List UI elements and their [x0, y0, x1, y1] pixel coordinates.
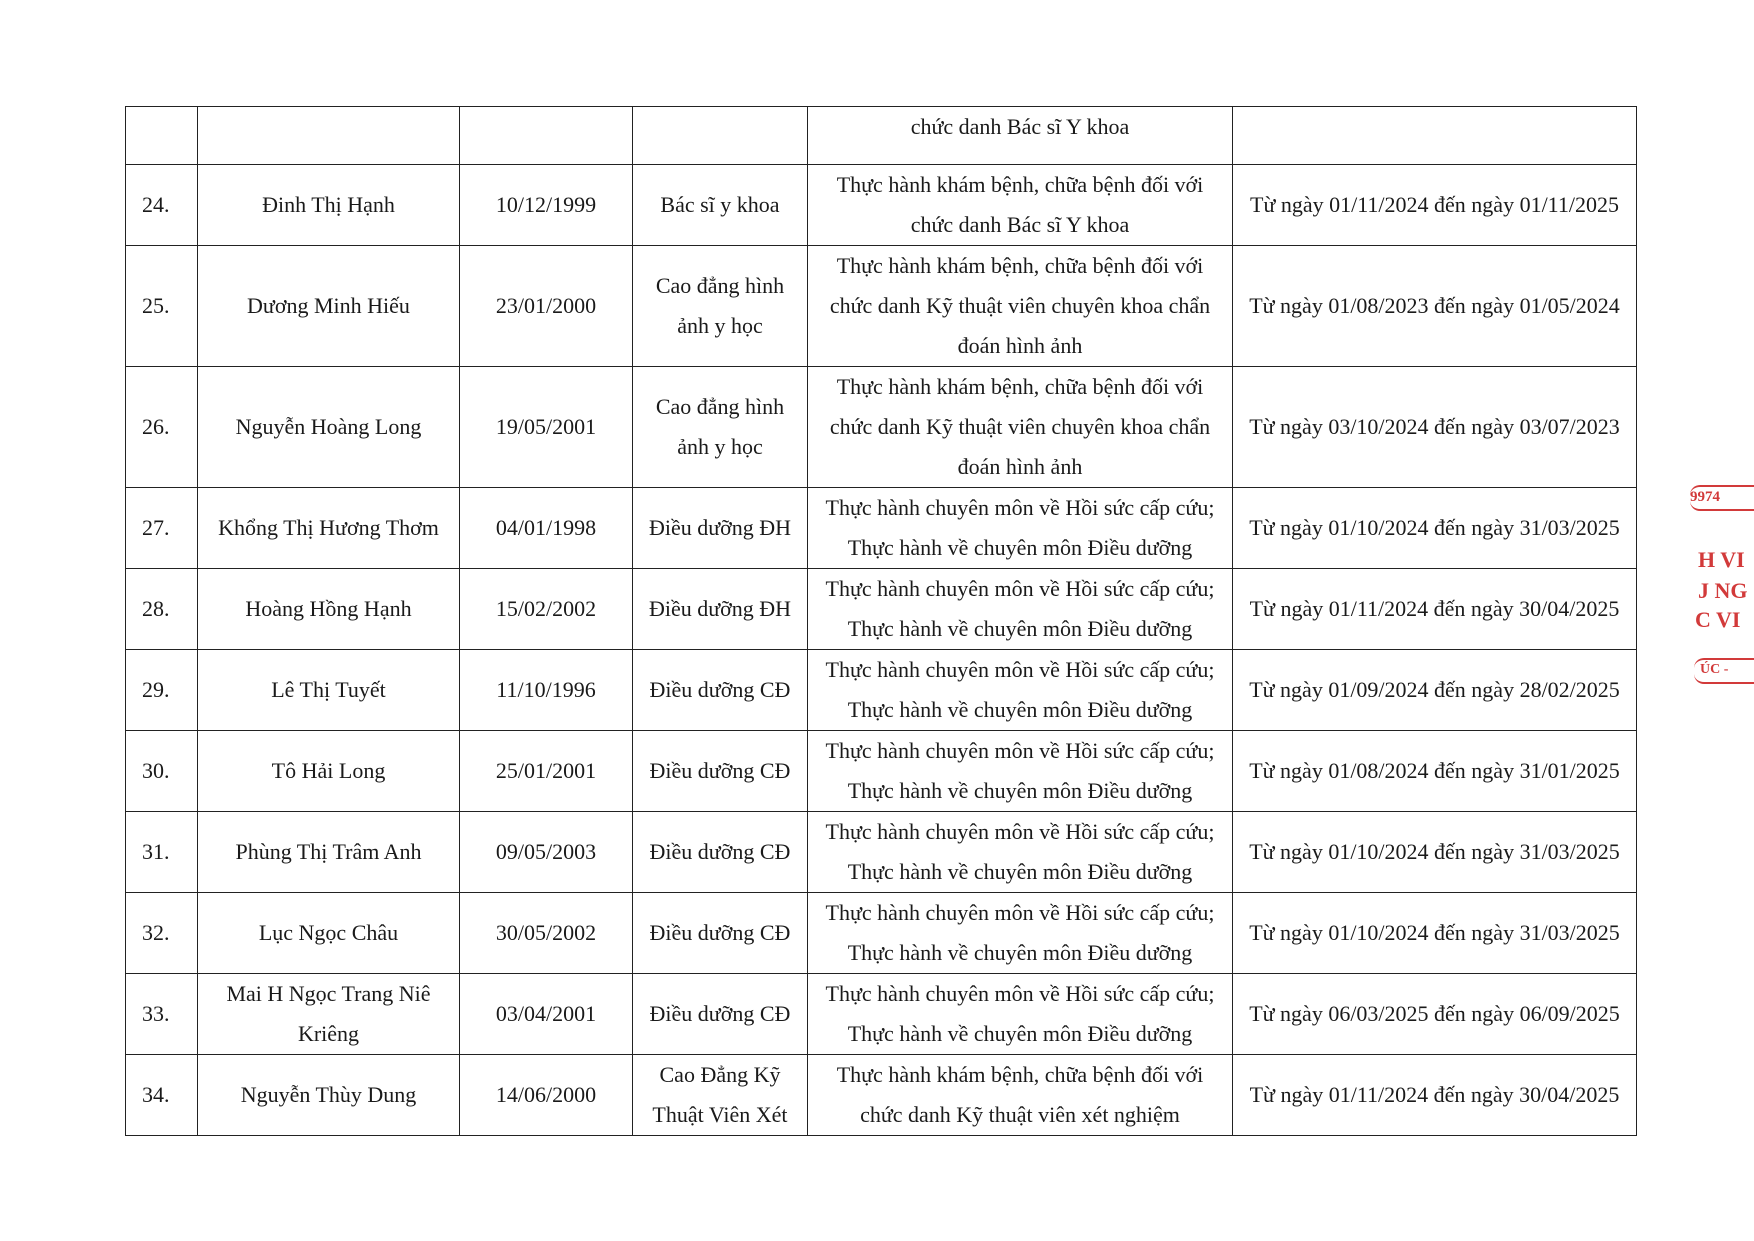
dob-cell: 11/10/1996: [460, 650, 633, 731]
content-cell: [808, 974, 1233, 1055]
cell-text-line: Điều dưỡng CĐ: [649, 1001, 791, 1026]
cell-text-line: Kriêng: [297, 1021, 360, 1046]
period-cell: Từ ngày 01/08/2023 đến ngày 01/05/2024: [1233, 246, 1637, 367]
table-row: [126, 1055, 1637, 1136]
table-row: [126, 165, 1637, 246]
dob-cell: [460, 107, 633, 165]
name-cell: [198, 165, 460, 246]
cell-text-line: chức danh Kỹ thuật viên chuyên khoa chẩn: [829, 414, 1211, 439]
cell-text-line: Điều dưỡng ĐH: [648, 515, 792, 540]
table-row: [126, 812, 1637, 893]
seal-text-4: C VI: [1695, 607, 1741, 632]
cell-text-line: chức danh Kỹ thuật viên xét nghiệm: [860, 1102, 1180, 1127]
name-cell: [198, 569, 460, 650]
cell-text-line: Lê Thị Tuyết: [271, 677, 386, 702]
period-cell: Từ ngày 01/08/2024 đến ngày 31/01/2025: [1233, 731, 1637, 812]
stt-cell: 30.: [126, 731, 198, 812]
period-cell: Từ ngày 06/03/2025 đến ngày 06/09/2025: [1233, 974, 1637, 1055]
cell-text-line: Thực hành khám bệnh, chữa bệnh đối với: [836, 253, 1204, 278]
period-cell: Từ ngày 01/11/2024 đến ngày 01/11/2025: [1233, 165, 1637, 246]
cell-text-line: Khổng Thị Hương Thơm: [218, 515, 439, 540]
period-cell: Từ ngày 01/10/2024 đến ngày 31/03/2025: [1233, 812, 1637, 893]
dob-cell: 19/05/2001: [460, 367, 633, 488]
cell-text-line: Cao Đẳng Kỹ: [659, 1062, 781, 1087]
cell-text-line: Tô Hải Long: [271, 758, 386, 783]
cell-text-line: chức danh Bác sĩ Y khoa: [910, 212, 1130, 237]
cell-text-line: Điều dưỡng CĐ: [649, 920, 791, 945]
cell-text-line: Cao đẳng hình: [655, 273, 785, 298]
period-cell: Từ ngày 03/10/2024 đến ngày 03/07/2023: [1233, 367, 1637, 488]
name-cell: [198, 107, 460, 165]
degree-cell: [633, 246, 808, 367]
cell-text-line: đoán hình ảnh: [957, 333, 1083, 358]
table-row: [126, 974, 1637, 1055]
degree-cell: [633, 569, 808, 650]
name-cell: [198, 731, 460, 812]
stt-cell: 26.: [126, 367, 198, 488]
period-cell: Từ ngày 01/11/2024 đến ngày 30/04/2025: [1233, 1055, 1637, 1136]
content-cell: [808, 731, 1233, 812]
cell-text-line: Thực hành chuyên môn về Hồi sức cấp cứu;: [825, 900, 1215, 925]
stt-cell: 25.: [126, 246, 198, 367]
cell-text-line: Điều dưỡng CĐ: [649, 758, 791, 783]
cell-text-line: Đinh Thị Hạnh: [262, 192, 395, 217]
period-cell: Từ ngày 01/11/2024 đến ngày 30/04/2025: [1233, 569, 1637, 650]
stt-cell: 27.: [126, 488, 198, 569]
period-cell: Từ ngày 01/09/2024 đến ngày 28/02/2025: [1233, 650, 1637, 731]
stt-cell: 33.: [126, 974, 198, 1055]
cell-text-line: Điều dưỡng ĐH: [648, 596, 792, 621]
cell-text-line: Phùng Thị Trâm Anh: [235, 839, 422, 864]
table-row: [126, 107, 1637, 165]
dob-cell: 25/01/2001: [460, 731, 633, 812]
cell-text-line: ảnh y học: [677, 434, 763, 459]
cell-text-line: Thực hành chuyên môn về Hồi sức cấp cứu;: [825, 657, 1215, 682]
cell-text-line: Cao đẳng hình: [655, 394, 785, 419]
content-cell: [808, 650, 1233, 731]
cell-text-line: Thực hành chuyên môn về Hồi sức cấp cứu;: [825, 981, 1215, 1006]
degree-cell: [633, 731, 808, 812]
dob-cell: 09/05/2003: [460, 812, 633, 893]
cell-text-line: Mai H Ngọc Trang Niê: [226, 981, 431, 1006]
table-row: [126, 246, 1637, 367]
cell-text-line: Nguyễn Thùy Dung: [240, 1082, 417, 1107]
cell-text-line: Thực hành khám bệnh, chữa bệnh đối với: [836, 1062, 1204, 1087]
stt-cell: 29.: [126, 650, 198, 731]
cell-text-line: Thực hành chuyên môn về Hồi sức cấp cứu;: [825, 576, 1215, 601]
cell-text-line: Thực hành chuyên môn về Hồi sức cấp cứu;: [825, 738, 1215, 763]
table-row: [126, 731, 1637, 812]
dob-cell: 15/02/2002: [460, 569, 633, 650]
seal-text-1: 9974: [1690, 489, 1720, 505]
cell-text-line: chức danh Kỹ thuật viên chuyên khoa chẩn: [829, 293, 1211, 318]
seal-text-3: J NG: [1698, 578, 1748, 603]
stt-cell: 34.: [126, 1055, 198, 1136]
cell-text-line: Thực hành về chuyên môn Điều dưỡng: [847, 1021, 1193, 1046]
content-cell: [808, 893, 1233, 974]
stt-cell: 32.: [126, 893, 198, 974]
cell-text-line: ảnh y học: [677, 313, 763, 338]
name-cell: [198, 1055, 460, 1136]
cell-text-line: Thực hành về chuyên môn Điều dưỡng: [847, 616, 1193, 641]
cell-text-line: Thực hành chuyên môn về Hồi sức cấp cứu;: [825, 819, 1215, 844]
degree-cell: [633, 812, 808, 893]
dob-cell: 03/04/2001: [460, 974, 633, 1055]
cell-text-line: Thực hành khám bệnh, chữa bệnh đối với: [836, 374, 1204, 399]
name-cell: [198, 893, 460, 974]
cell-text-line: Dương Minh Hiếu: [247, 293, 410, 318]
degree-cell: [633, 165, 808, 246]
seal-text-2: H VI: [1698, 547, 1745, 572]
degree-cell: [633, 488, 808, 569]
cell-text-line: Nguyễn Hoàng Long: [235, 414, 422, 439]
cell-text-line: đoán hình ảnh: [957, 454, 1083, 479]
table-row: [126, 367, 1637, 488]
seal-text-5: ÚC -: [1700, 662, 1729, 677]
degree-cell: [633, 367, 808, 488]
degree-cell: [633, 1055, 808, 1136]
degree-cell: [633, 893, 808, 974]
stt-cell: [126, 107, 198, 165]
dob-cell: 10/12/1999: [460, 165, 633, 246]
stt-cell: 28.: [126, 569, 198, 650]
cell-text-line: Thực hành về chuyên môn Điều dưỡng: [847, 535, 1193, 560]
period-cell: Từ ngày 01/10/2024 đến ngày 31/03/2025: [1233, 893, 1637, 974]
degree-cell: [633, 107, 808, 165]
cell-text-line: Bác sĩ y khoa: [660, 192, 780, 217]
content-cell: [808, 246, 1233, 367]
content-cell: [808, 488, 1233, 569]
content-cell: [808, 812, 1233, 893]
content-cell: [808, 1055, 1233, 1136]
degree-cell: [633, 650, 808, 731]
dob-cell: 14/06/2000: [460, 1055, 633, 1136]
cell-text-line: Hoàng Hồng Hạnh: [245, 596, 412, 621]
name-cell: [198, 488, 460, 569]
table-row: [126, 569, 1637, 650]
name-cell: [198, 650, 460, 731]
cell-text-line: Điều dưỡng CĐ: [649, 677, 791, 702]
table-row: [126, 650, 1637, 731]
cell-text-line: Thực hành khám bệnh, chữa bệnh đối với: [836, 172, 1204, 197]
name-cell: [198, 246, 460, 367]
cell-text-line: Thực hành về chuyên môn Điều dưỡng: [847, 859, 1193, 884]
dob-cell: 30/05/2002: [460, 893, 633, 974]
table-row: [126, 488, 1637, 569]
cell-text-line: Thực hành về chuyên môn Điều dưỡng: [847, 697, 1193, 722]
name-cell: [198, 812, 460, 893]
cell-text-line: Thực hành về chuyên môn Điều dưỡng: [847, 940, 1193, 965]
dob-cell: 23/01/2000: [460, 246, 633, 367]
dob-cell: 04/01/1998: [460, 488, 633, 569]
content-cell: [808, 569, 1233, 650]
cell-text-line: Thuật Viên Xét: [652, 1102, 788, 1127]
name-cell: [198, 367, 460, 488]
period-cell: Từ ngày 01/10/2024 đến ngày 31/03/2025: [1233, 488, 1637, 569]
stt-cell: 24.: [126, 165, 198, 246]
red-seal-stamp: [1690, 475, 1754, 700]
content-cell: [808, 367, 1233, 488]
cell-text-line: Thực hành chuyên môn về Hồi sức cấp cứu;: [825, 495, 1215, 520]
name-cell: [198, 974, 460, 1055]
table-row: [126, 893, 1637, 974]
practitioner-table: [125, 106, 1637, 1136]
content-cell: [808, 107, 1233, 165]
cell-text-line: Thực hành về chuyên môn Điều dưỡng: [847, 778, 1193, 803]
cell-text-line: chức danh Bác sĩ Y khoa: [910, 114, 1130, 139]
stt-cell: 31.: [126, 812, 198, 893]
cell-text-line: Lục Ngọc Châu: [258, 920, 399, 945]
table-body: [126, 107, 1637, 1136]
cell-text-line: Điều dưỡng CĐ: [649, 839, 791, 864]
period-cell: [1233, 107, 1637, 165]
degree-cell: [633, 974, 808, 1055]
content-cell: [808, 165, 1233, 246]
